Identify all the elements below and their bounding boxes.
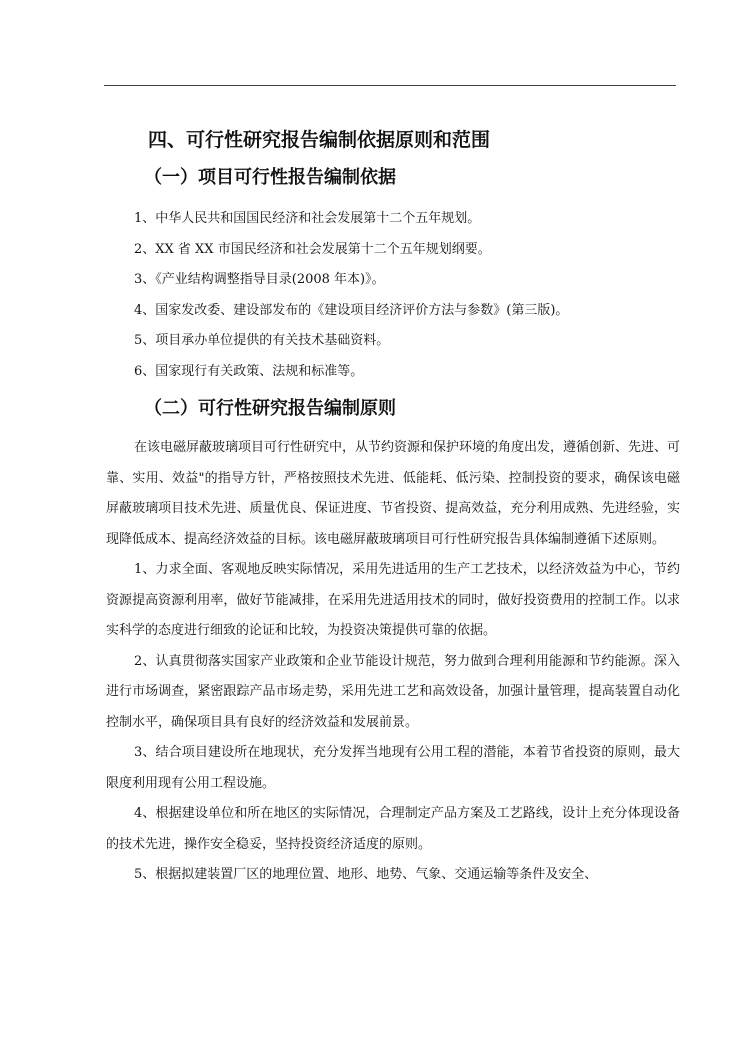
principle-paragraph: 5、根据拟建装置厂区的地理位置、地形、地势、气象、交通运输等条件及安全、 (134, 867, 598, 882)
principles-intro-paragraph: 在该电磁屏蔽玻璃项目可行性研究中，从节约资源和保护环境的角度出发，遵循创新、先进、可靠、实用、效益"的指导方针，严格按照技术先进、低能耗、低污染、控制投资的要求，确保该电磁屏蔽玻璃项目技术先进、质量优良、保证进度、节省投资、提高效益，充分利用成熟、先进经验，实现降低成本、提高经济效益的目标。该电磁屏蔽玻璃项目可行性研究报告具体编制遵循下述原则。 (106, 440, 681, 547)
basis-item: 1、中华人民共和国国民经济和社会发展第十二个五年规划。 (134, 211, 481, 226)
basis-item: 6、国家现行有关政策、法规和标准等。 (134, 363, 364, 379)
basis-item: 5、项目承办单位提供的有关技术基础资料。 (134, 333, 390, 348)
principle-paragraph: 2、认真贯彻落实国家产业政策和企业节能设计规范，努力做到合理利用能源和节约能源。深入进行市场调查，紧密跟踪产品市场走势，采用先进工艺和高效设备，加强计量管理，提高装置自动化控制水平，确保项目具有良好的经济效益和发展前景。 (106, 653, 680, 730)
basis-item: 3、《产业结构调整指导目录(2008 年本)》。 (134, 272, 385, 287)
basis-list (106, 204, 680, 387)
basis-item: 2、XX 省 XX 市国民经济和社会发展第十二个五年规划纲要。 (134, 241, 491, 257)
section-title-principles: （二）可行性研究报告编制原则 (144, 398, 396, 419)
principle-paragraph: 4、根据建设单位和所在地区的实际情况，合理制定产品方案及工艺路线，设计上充分体现设备的技术先进，操作安全稳妥，坚持投资经济适度的原则。 (106, 806, 680, 852)
section-title-basis: （一）项目可行性报告编制依据 (144, 167, 396, 188)
principle-paragraph: 3、结合项目建设所在地现状，充分发挥当地现有公用工程的潜能，本着节省投资的原则，最大限度利用现有公用工程设施。 (106, 745, 680, 791)
principles-body (106, 433, 680, 891)
basis-item: 4、国家发改委、建设部发布的《建设项目经济评价方法与参数》(第三版)。 (134, 302, 569, 318)
principle-paragraph: 1、力求全面、客观地反映实际情况，采用先进适用的生产工艺技术，以经济效益为中心，节约资源提高资源利用率，做好节能减排，在采用先进适用技术的同时，做好投资费用的控制工作。以求实科学的态度进行细致的论证和比较，为投资决策提供可靠的依据。 (106, 562, 680, 638)
chapter-title: 四、可行性研究报告编制依据原则和范围 (148, 129, 491, 151)
header-divider (104, 85, 676, 86)
page-content (106, 122, 680, 891)
